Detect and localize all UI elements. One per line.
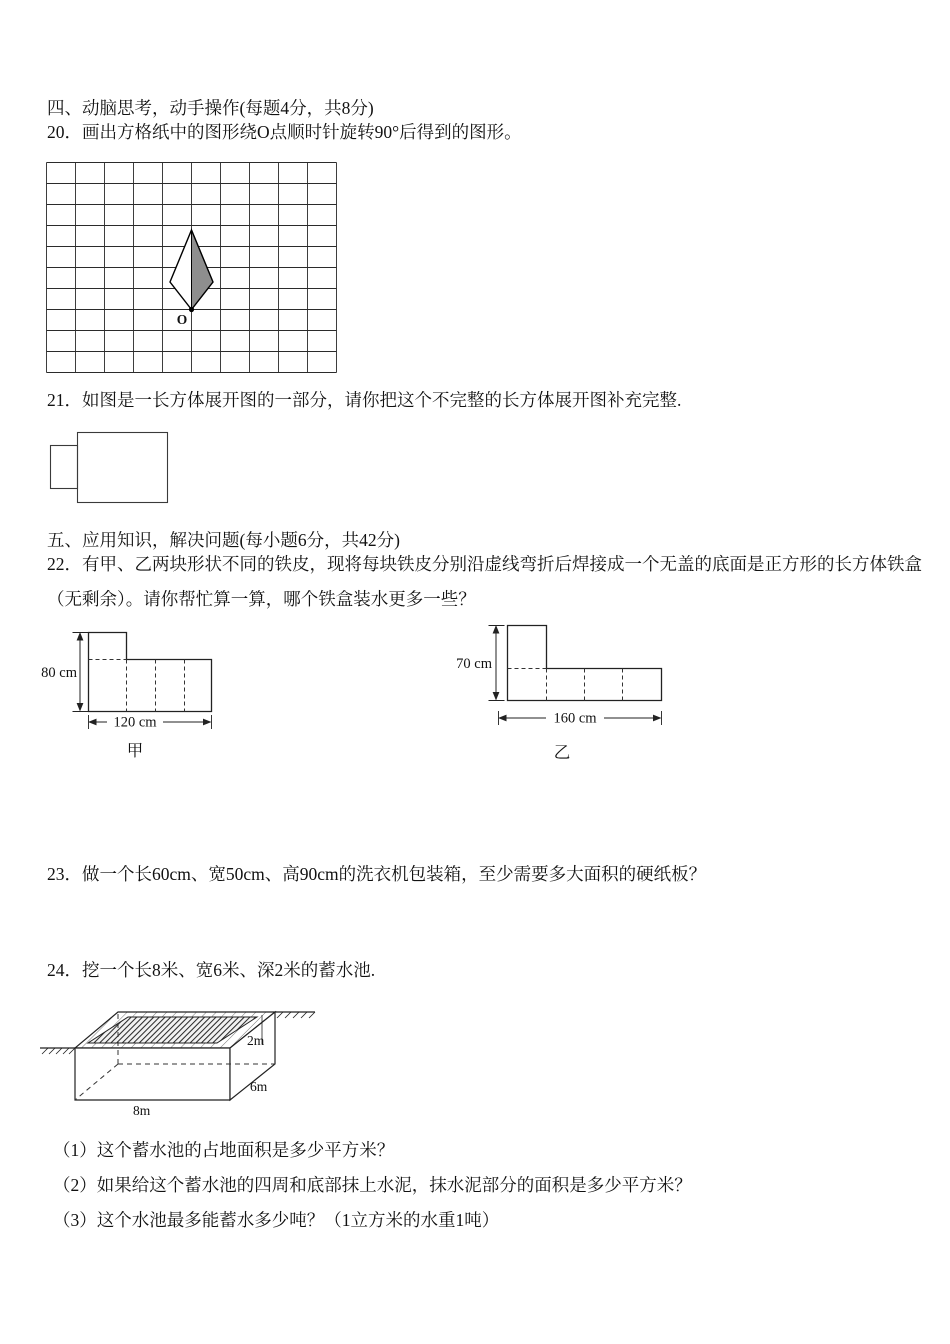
sheet-b-height-label: 70 cm bbox=[456, 656, 492, 672]
sheet-a-width-label: 120 cm bbox=[113, 714, 157, 731]
question-22-text-line2: （无剩余）。请你帮忙算一算，哪个铁盒装水更多一些？ bbox=[47, 589, 476, 609]
question-22-text-line1: 22．有甲、乙两块形状不同的铁皮，现将每块铁皮分别沿虚线弯折后焊接成一个无盖的底面是正方形的长方体铁盒 bbox=[47, 554, 922, 574]
net-small-rect bbox=[51, 446, 78, 489]
q24-sub2-text: （2）如果给这个蓄水池的四周和底部抹上水泥，抹水泥部分的面积是多少平方米？ bbox=[53, 1175, 692, 1195]
pool-ground-right bbox=[275, 1012, 315, 1018]
sheet-b-outline bbox=[508, 626, 662, 701]
q21-net-figure bbox=[45, 428, 177, 510]
pool-width-label: 6m bbox=[250, 1079, 268, 1094]
sheet-b-figure bbox=[450, 618, 685, 766]
pool-length-label: 8m bbox=[133, 1103, 151, 1118]
q24-sub3-text: （3）这个水池最多能蓄水多少吨？（1立方米的水重1吨） bbox=[53, 1210, 500, 1230]
q24-pool-figure bbox=[40, 1000, 325, 1125]
section-4-heading: 四、动脑思考，动手操作(每题4分，共8分) bbox=[47, 98, 374, 118]
sheet-a-outline bbox=[89, 633, 212, 712]
q20-grid-figure bbox=[46, 162, 338, 374]
question-21-text: 21．如图是一长方体展开图的一部分，请你把这个不完整的长方体展开图补充完整. bbox=[47, 390, 682, 410]
sheet-a-figure bbox=[40, 622, 235, 762]
rotation-center-label: O bbox=[176, 312, 188, 327]
section-5-heading: 五、应用知识，解决问题(每小题6分，共42分) bbox=[47, 530, 400, 550]
sheet-b-width-label: 160 cm bbox=[553, 710, 597, 727]
rotation-center-dot bbox=[189, 307, 194, 312]
sheet-a-fold-lines bbox=[89, 660, 185, 712]
pool-depth-label: 2m bbox=[247, 1033, 265, 1048]
q24-sub1-text: （1）这个蓄水池的占地面积是多少平方米？ bbox=[53, 1140, 395, 1160]
sheet-b-name-label: 乙 bbox=[553, 743, 571, 762]
question-24-text: 24．挖一个长8米、宽6米、深2米的蓄水池. bbox=[47, 960, 376, 980]
question-23-text: 23．做一个长60cm、宽50cm、高90cm的洗衣机包装箱，至少需要多大面积的硬纸板？ bbox=[47, 864, 707, 884]
pool-ground-left bbox=[40, 1048, 75, 1054]
sheet-a-name-label: 甲 bbox=[126, 741, 144, 760]
question-20-text: 20．画出方格纸中的图形绕O点顺时针旋转90°后得到的图形。 bbox=[47, 122, 522, 142]
sheet-b-fold-lines bbox=[508, 669, 623, 701]
kite-shaded-half bbox=[192, 230, 214, 310]
net-large-rect bbox=[78, 433, 168, 503]
sheet-a-height-label: 80 cm bbox=[41, 665, 77, 681]
pool-front-face bbox=[75, 1048, 230, 1100]
